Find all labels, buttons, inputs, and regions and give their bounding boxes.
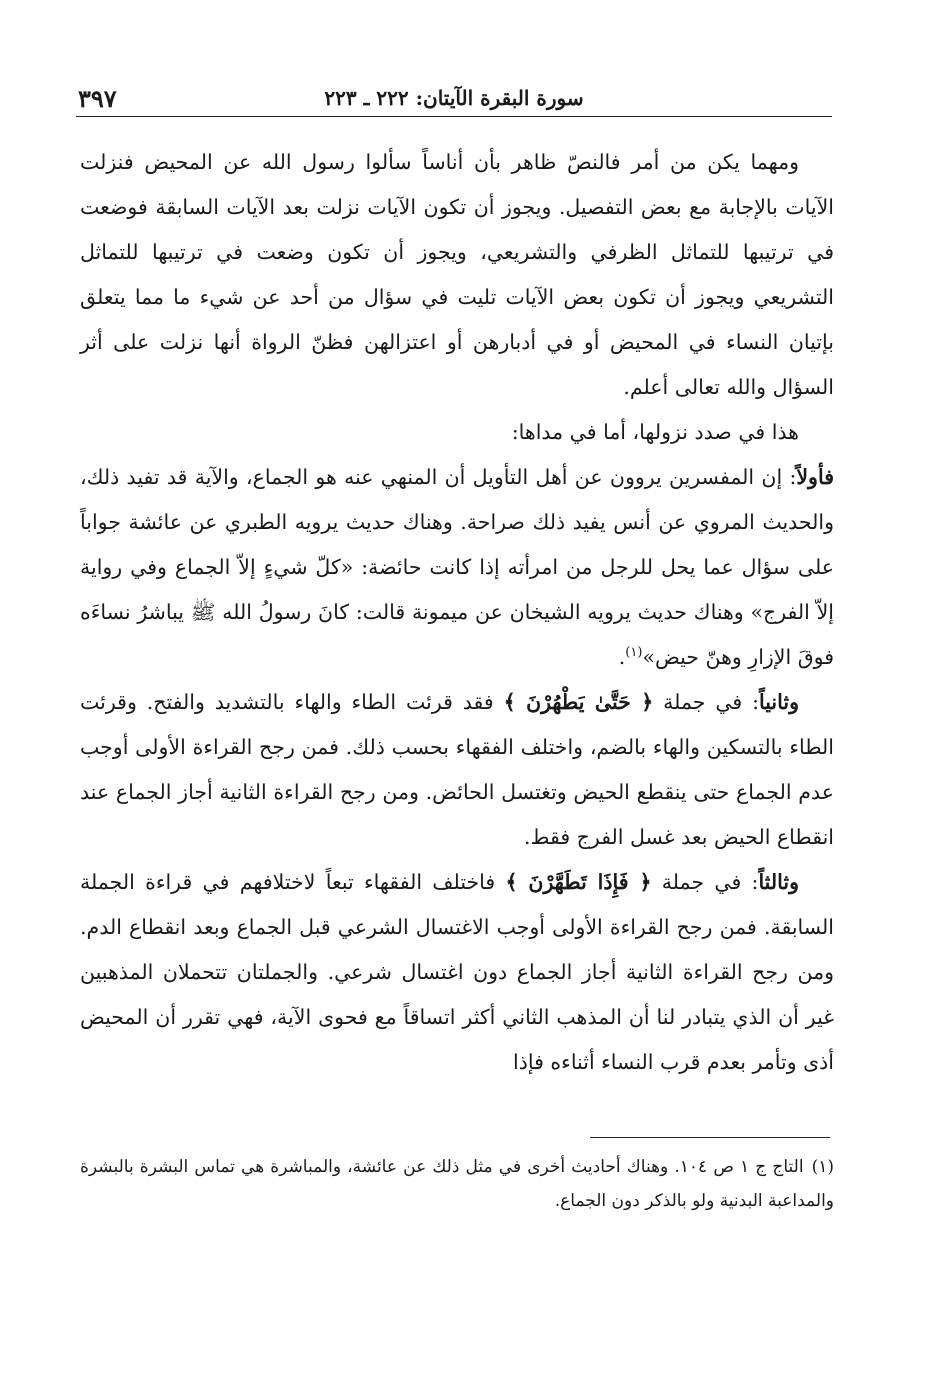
- paragraph-third: [80, 860, 834, 1085]
- paragraph-first-text: : إن المفسرين يروون عن أهل التأويل أن المنهي عنه هو الجماع، والآية قد تفيد ذلك، والحديث المروي عن أنس يفيد ذلك صراحة. وهناك حديث يرويه الطبري عن عائشة جواباً على سؤال عما يحل للرجل من امرأته إذا كانت حائضة: «كلّ شيءٍ إلاّ الجماع وفي رواية إلاّ الفرج» وهناك حديث يرويه الشيخان عن ميمونة قالت: كانَ رسولُ الله ﷺ يباشرُ نساءَه فوقَ الإزارِ وهنّ حيض»: [80, 465, 834, 669]
- paragraph-first-end: .: [618, 645, 626, 669]
- page-number: ٣٩٧: [78, 84, 117, 113]
- footnote-reference[interactable]: (١): [625, 645, 643, 661]
- page-header: [76, 84, 832, 117]
- paragraph-scope: هذا في صدد نزولها، أما في مداها:: [511, 420, 799, 444]
- paragraph-second-pre: : في جملة: [663, 690, 759, 714]
- body-text: [80, 140, 834, 1085]
- footnotes: [80, 1150, 834, 1218]
- footnote-1-marker: (١): [811, 1157, 834, 1177]
- paragraph-third-lead: وثالثاً: [758, 870, 799, 894]
- paragraph-third-text: فاختلف الفقهاء تبعاً لاختلافهم في قراءة الجملة السابقة. فمن رجح القراءة الأولى أوجب الاغتسال الشرعي قبل الجماع وبعد انقطاع الدم. ومن رجح القراءة الثانية أجاز الجماع دون اغتسال شرعي. والجملتان تتحملان المذهبين غير أن الذي يتبادر لنا أن المذهب الثاني أكثر اتساقاً مع فحوى الآية، فهي تقرر أن المحيض أذى وتأمر بعدم قرب النساء أثناءه فإذا: [80, 870, 834, 1074]
- footnote-1: [80, 1150, 834, 1218]
- paragraph-second-lead: وثانياً: [758, 690, 799, 714]
- running-title: سورة البقرة الآيتان: ٢٢٢ ـ ٢٢٣: [324, 86, 584, 110]
- footnote-divider: [590, 1137, 830, 1138]
- quran-verse-second: ﴿ حَتَّىٰ يَطْهُرْنَ ﴾: [503, 690, 654, 714]
- paragraph-second: [80, 680, 834, 860]
- paragraph-first: [80, 455, 834, 680]
- footnote-1-text: التاج ج ١ ص ١٠٤. وهناك أحاديث أخرى في مثل ذلك عن عائشة، والمباشرة هي تماس البشرة بالبشرة والمداعبة البدنية ولو بالذكر دون الجماع.: [80, 1157, 834, 1211]
- paragraph-first-lead: فأولاً: [796, 465, 834, 489]
- quran-verse-third: ﴿ فَإِذَا تَطَهَّرْنَ ﴾: [505, 870, 652, 894]
- paragraph-intro: ومهما يكن من أمر فالنصّ ظاهر بأن أناساً سألوا رسول الله عن المحيض فنزلت الآيات بالإجابة مع بعض التفصيل. ويجوز أن تكون الآيات نزلت بعد الآيات السابقة فوضعت في ترتيبها للتماثل الظرفي والتشريعي، ويجوز أن تكون وضعت في ترتيبها للتماثل التشريعي ويجوز أن تكون بعض الآيات تليت في سؤال من أحد عن شيء ما مما يتعلق بإتيان النساء في المحيض أو في أدبارهن أو اعتزالهن فظنّ الرواة أنها نزلت على أثر السؤال والله تعالى أعلم.: [80, 150, 834, 399]
- paragraph-third-pre: : في جملة: [661, 870, 759, 894]
- paragraph-second-text: فقد قرئت الطاء والهاء بالتشديد والفتح. وقرئت الطاء بالتسكين والهاء بالضم، واختلف الفقهاء بحسب ذلك. فمن رجح القراءة الأولى أوجب عدم الجماع حتى ينقطع الحيض وتغتسل الحائض. ومن رجح القراءة الثانية أجاز الجماع عند انقطاع الحيض بعد غسل الفرج فقط.: [80, 690, 834, 849]
